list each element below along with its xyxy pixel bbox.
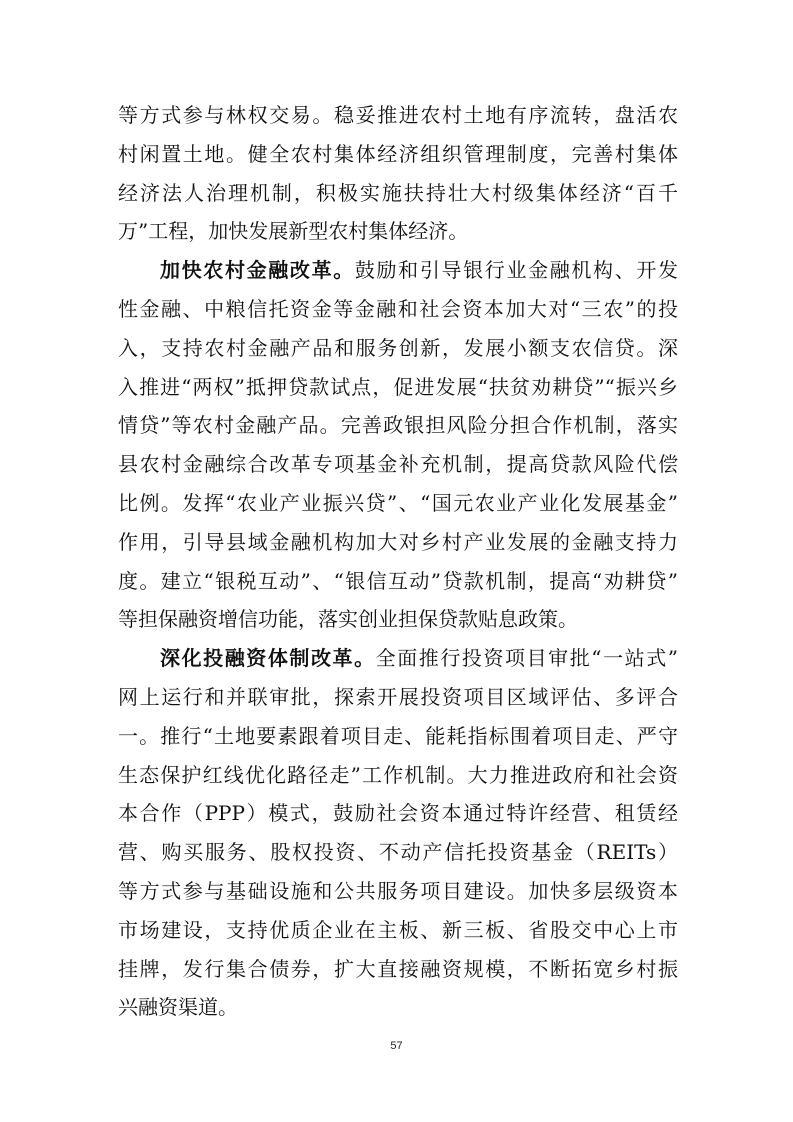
text-line: 村闲置土地。健全农村集体经济组织管理制度，完善村集体: [118, 141, 678, 166]
text-line: 营、购买服务、股权投资、不动产信托投资基金（REITs）: [118, 840, 678, 865]
text-line: 性金融、中粮信托资金等金融和社会资本加大对“三农”的投: [118, 296, 678, 321]
text-line: 经济法人治理机制，积极实施扶持壮大村级集体经济“百千: [118, 180, 678, 205]
paragraph-first-line: [118, 251, 678, 290]
text-span: 全面推行投资项目审批“一站式”: [375, 646, 679, 671]
text-line: 等担保融资增信功能，落实创业担保贷款贴息政策。: [118, 607, 578, 632]
text-line: 入，支持农村金融产品和服务创新，发展小额支农信贷。深: [118, 335, 678, 360]
body-text: [118, 96, 678, 1027]
text-line: 县农村金融综合改革专项基金补充机制，提高贷款风险代偿: [118, 452, 678, 477]
paragraph-heading: 加快农村金融改革。: [160, 258, 355, 283]
paragraph-heading: 深化投融资体制改革。: [160, 646, 376, 671]
text-line: 等方式参与林权交易。稳妥推进农村土地有序流转，盘活农: [118, 103, 678, 127]
text-line: 度。建立“银税互动”、“银信互动”贷款机制，提高“劝耕贷”: [118, 568, 678, 593]
text-line: 等方式参与基础设施和公共服务项目建设。加快多层级资本: [118, 878, 678, 903]
text-line: 挂牌，发行集合债券，扩大直接融资规模，不断拓宽乡村振: [118, 956, 678, 981]
text-line: 网上运行和并联审批，探索开展投资项目区域评估、多评合: [118, 684, 678, 709]
text-line: 作用，引导县域金融机构加大对乡村产业发展的金融支持力: [118, 529, 678, 554]
text-line: 一。推行“土地要素跟着项目走、能耗指标围着项目走、严守: [118, 723, 678, 748]
text-line: 万”工程，加快发展新型农村集体经济。: [118, 219, 469, 244]
text-line: 情贷”等农村金融产品。完善政银担风险分担合作机制，落实: [118, 413, 678, 438]
text-line: 市场建设，支持优质企业在主板、新三板、省股交中心上市: [118, 917, 678, 942]
text-line: 生态保护红线优化路径走”工作机制。大力推进政府和社会资: [118, 762, 678, 787]
paragraph-first-line: [118, 639, 678, 678]
text-span: 鼓励和引导银行业金融机构、开发: [354, 258, 679, 283]
text-line: 比例。发挥“农业产业振兴贷”、“国元农业产业化发展基金”: [118, 490, 678, 515]
text-line: 兴融资渠道。: [118, 995, 238, 1020]
page-number: 57: [390, 1040, 403, 1052]
text-line: 入推进“两权”抵押贷款试点，促进发展“扶贫劝耕贷”“振兴乡: [118, 374, 678, 399]
text-line: 本合作（PPP）模式，鼓励社会资本通过特许经营、租赁经: [118, 801, 678, 826]
